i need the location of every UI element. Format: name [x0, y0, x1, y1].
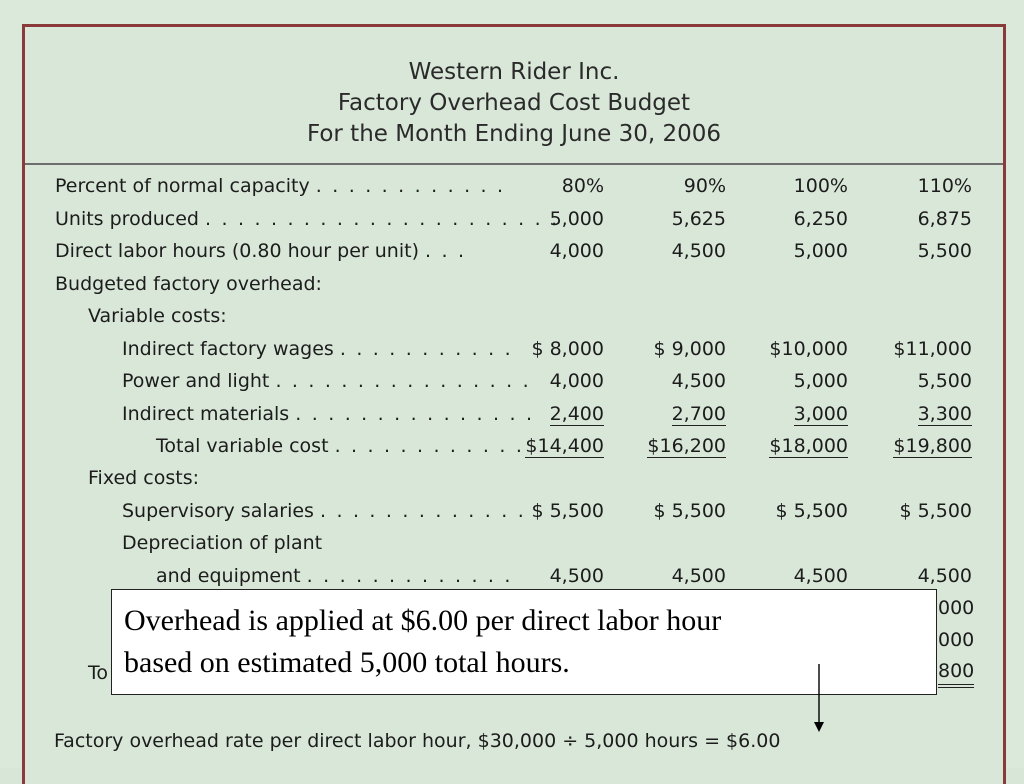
- cell-90: 4,500: [671, 370, 726, 392]
- table-row-total-variable: [0, 431, 1024, 461]
- cell-90: 4,500: [671, 240, 726, 262]
- row-label: Variable costs:: [88, 305, 227, 327]
- cell-100: 100%: [793, 175, 848, 197]
- cell-100: 5,000: [793, 370, 848, 392]
- partial-cell: 800: [938, 658, 974, 688]
- row-label: Units produced: [55, 208, 199, 230]
- pointer-arrow-icon: [806, 664, 836, 734]
- cell-80: $14,400: [525, 435, 604, 457]
- partial-cell: 000: [938, 597, 975, 619]
- table-row-power-light: [0, 366, 1024, 396]
- callout-line-2: based on estimated 5,000 total hours.: [124, 646, 570, 679]
- cell-100: $ 5,500: [775, 500, 848, 522]
- cell-110: $19,800: [893, 435, 972, 457]
- document-title: Factory Overhead Cost Budget: [337, 90, 691, 116]
- cell-110: $11,000: [893, 338, 972, 360]
- dot-leader: . . . . . . . . . . . . .: [320, 500, 526, 522]
- dot-leader: . . . . . . . . . . . . .: [306, 565, 513, 587]
- partial-row-label: To: [88, 662, 109, 684]
- cell-80: 2,400: [549, 403, 604, 425]
- cell-90: 4,500: [671, 565, 726, 587]
- cell-110: 5,500: [917, 240, 972, 262]
- cell-80: 5,000: [549, 208, 604, 230]
- overhead-rate-text: Factory overhead rate per direct labor hour, $30,000 ÷ 5,000 hours = $6.00: [54, 730, 781, 752]
- table-row-depreciation: [0, 561, 1024, 591]
- cell-80: 4,500: [549, 565, 604, 587]
- cell-110: 3,300: [917, 403, 972, 425]
- section-heading-fixed: [0, 463, 1024, 493]
- cell-100: 6,250: [793, 208, 848, 230]
- dot-leader: . . . . . . . . . . . . . . .: [295, 403, 535, 425]
- table-row-indirect-materials: [0, 399, 1024, 429]
- cell-100: $10,000: [769, 338, 848, 360]
- cell-100: 4,500: [793, 565, 848, 587]
- row-label: Budgeted factory overhead:: [55, 273, 322, 295]
- header-divider: [25, 163, 1003, 165]
- cell-100: 3,000: [793, 403, 848, 425]
- cell-100: 5,000: [793, 240, 848, 262]
- section-heading-variable: [0, 301, 1024, 331]
- callout-line-1: Overhead is applied at $6.00 per direct labor hour: [124, 604, 722, 637]
- cell-110: $ 5,500: [899, 500, 972, 522]
- document-heading: [25, 57, 1003, 150]
- table-row-supervisory-salaries: [0, 496, 1024, 526]
- table-row-depreciation-label: [0, 528, 1024, 558]
- row-label: Indirect materials: [122, 403, 290, 425]
- cell-110: 5,500: [917, 370, 972, 392]
- row-label: Fixed costs:: [88, 467, 199, 489]
- row-label: Direct labor hours (0.80 hour per unit): [55, 240, 419, 262]
- dot-leader: . . . . . . . . . . . .: [334, 435, 525, 457]
- cell-110: 110%: [917, 175, 972, 197]
- dot-leader: . . . . . . . . . . .: [339, 338, 513, 360]
- row-label: Total variable cost: [156, 435, 329, 457]
- cell-90: 2,700: [671, 403, 726, 425]
- cell-80: 4,000: [549, 240, 604, 262]
- dot-leader: . . . . . . . . . . . .: [315, 175, 506, 197]
- cell-90: $ 9,000: [653, 338, 726, 360]
- table-row-direct-labor-hours: [0, 236, 1024, 266]
- cell-80: $ 5,500: [531, 500, 604, 522]
- dot-leader: . . .: [425, 240, 467, 262]
- cell-90: $16,200: [647, 435, 726, 457]
- cell-80: $ 8,000: [531, 338, 604, 360]
- cell-90: 90%: [683, 175, 726, 197]
- cell-90: 5,625: [671, 208, 726, 230]
- cell-110: 6,875: [917, 208, 972, 230]
- row-label: and equipment: [156, 565, 301, 587]
- cell-90: $ 5,500: [653, 500, 726, 522]
- section-heading-budgeted: [0, 269, 1024, 299]
- company-name: Western Rider Inc.: [408, 59, 620, 85]
- row-label: Power and light: [122, 370, 270, 392]
- row-label: Indirect factory wages: [122, 338, 334, 360]
- table-row-indirect-wages: [0, 334, 1024, 364]
- document-period: For the Month Ending June 30, 2006: [306, 121, 722, 147]
- cell-80: 4,000: [549, 370, 604, 392]
- table-row-capacity: [0, 171, 1024, 201]
- dot-leader: . . . . . . . . . . . . . . . . . . . . . .: [205, 208, 560, 230]
- dot-leader: . . . . . . . . . . . . . . . .: [275, 370, 531, 392]
- partial-cell: 000: [938, 629, 975, 651]
- table-row-units: [0, 204, 1024, 234]
- cell-100: $18,000: [769, 435, 848, 457]
- row-label: Supervisory salaries: [122, 500, 314, 522]
- cell-80: 80%: [561, 175, 604, 197]
- row-label: Depreciation of plant: [122, 532, 323, 554]
- row-label: Percent of normal capacity: [55, 175, 310, 197]
- cell-110: 4,500: [917, 565, 972, 587]
